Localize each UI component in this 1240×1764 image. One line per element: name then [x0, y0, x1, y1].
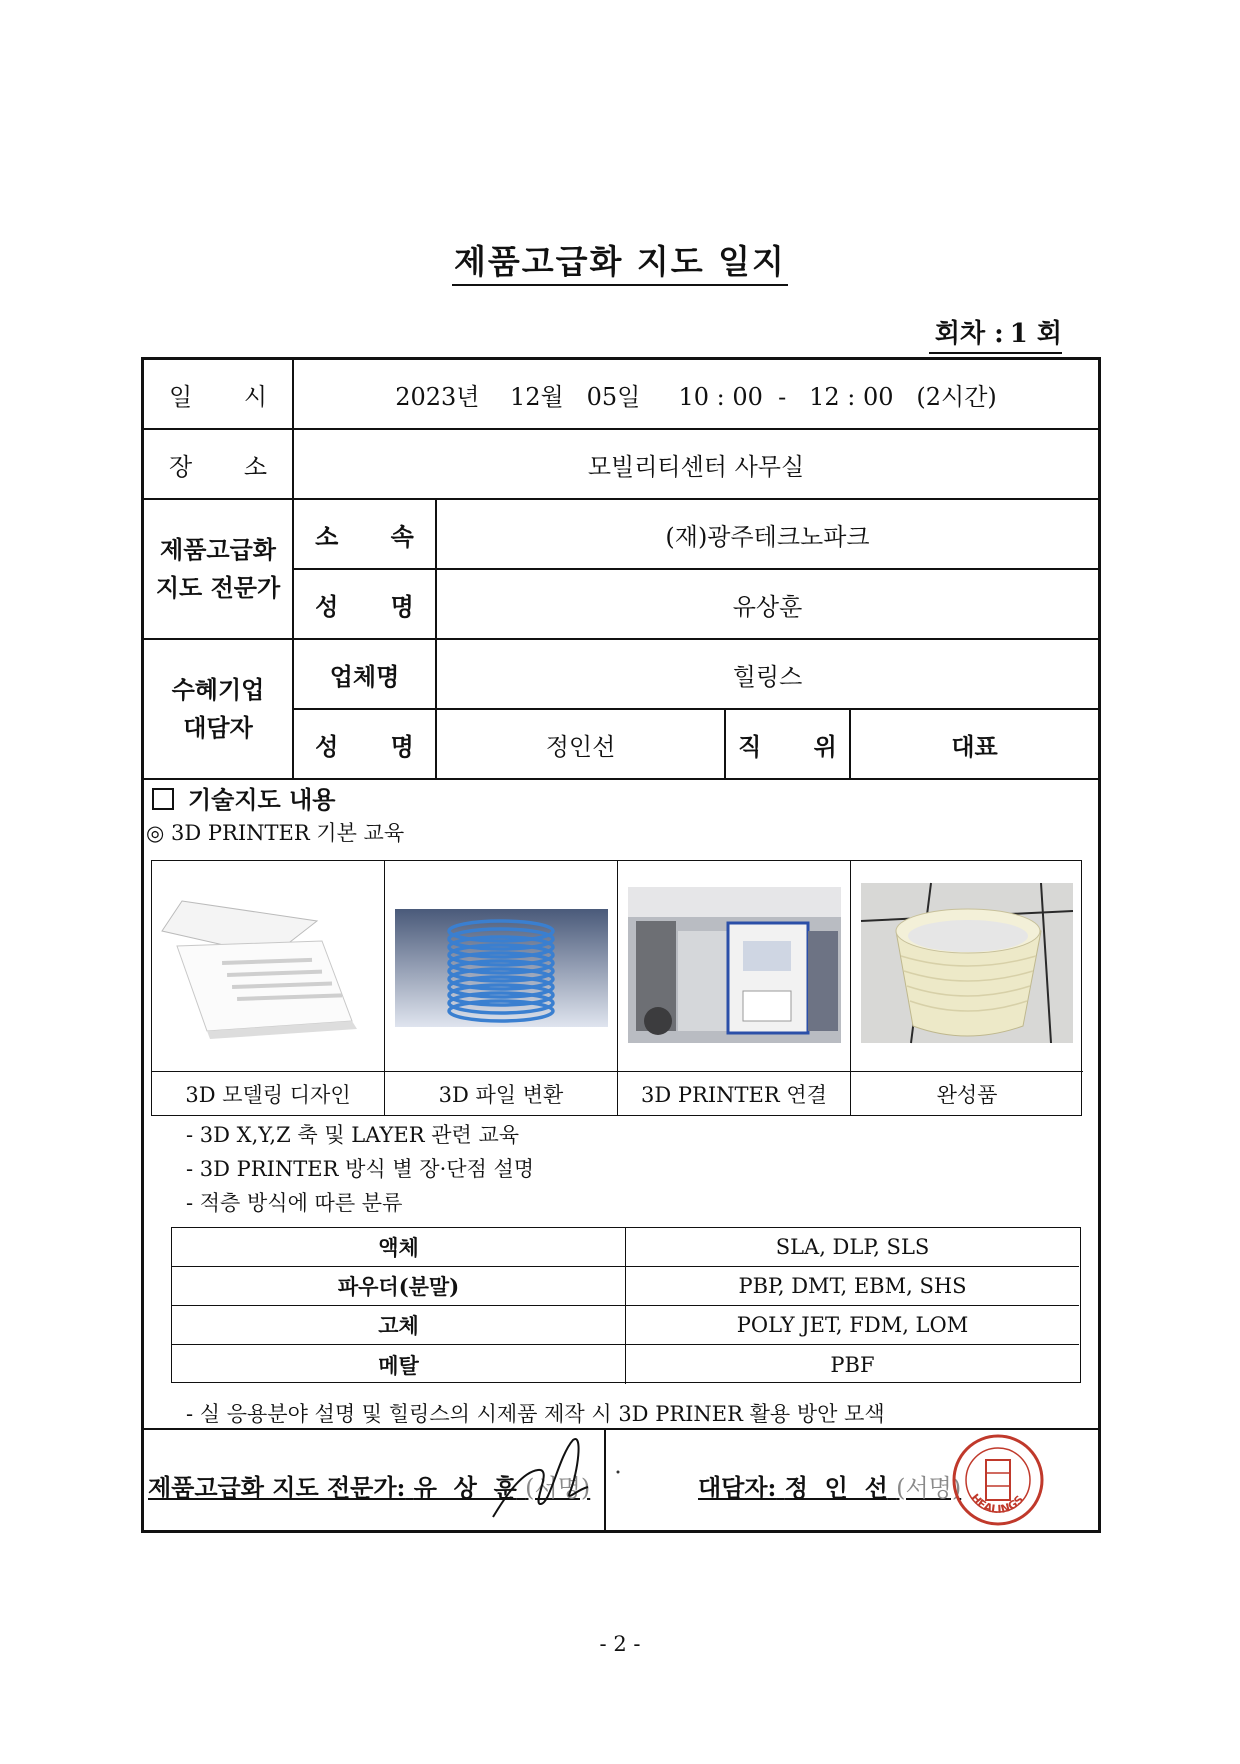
expert-handwritten-signature [478, 1432, 628, 1532]
page-number: - 2 - [599, 1632, 641, 1656]
company-group-label: 수혜기업 대담자 [171, 675, 265, 742]
contact-signature-line: 대담자: 정 인 선 (서명) [698, 1473, 962, 1502]
expert-group-label: 제품고급화 지도 전문가 [155, 535, 281, 602]
caption-printer-connection: 3D PRINTER 연결 [618, 1071, 851, 1115]
expert-signature-line: 제품고급화 지도 전문가: 유 상 훈 (서명) [148, 1473, 591, 1502]
bullet-item: - 3D X,Y,Z 축 및 LAYER 관련 교육 [186, 1123, 520, 1147]
caption-finished-product: 완성품 [851, 1071, 1083, 1115]
company-seal-stamp [950, 1432, 1046, 1528]
expert-name-value: 유상훈 [732, 592, 803, 621]
material-cell: 액체 [172, 1228, 626, 1266]
material-cell: 메탈 [172, 1345, 626, 1384]
document-title: 제품고급화 지도 일지 [0, 236, 1240, 283]
bullet-list [186, 1118, 534, 1220]
contact-sign-mark: (서명) [896, 1474, 962, 1502]
caption-file-conversion: 3D 파일 변환 [385, 1071, 618, 1115]
company-name-value: 힐링스 [732, 662, 803, 691]
bullet-item: - 적층 방식에 따른 분류 [186, 1191, 403, 1215]
coil-file-image [385, 861, 618, 1071]
session-number: 회차 : 1 회 [929, 313, 1062, 354]
checkbox-icon [152, 788, 174, 810]
table-row [172, 1345, 1079, 1384]
printer-machine-image [618, 861, 851, 1071]
methods-cell: PBF [830, 1352, 875, 1377]
expert-affiliation-label: 소 속 [315, 521, 436, 551]
place-label: 장 소 [169, 452, 289, 481]
expert-name-label: 성 명 [315, 591, 436, 621]
company-name-label: 업체명 [329, 661, 400, 691]
material-cell: 고체 [172, 1306, 626, 1344]
section-title: 기술지도 내용 [152, 780, 335, 815]
date-label: 일 시 [169, 382, 289, 411]
expert-affiliation-value: (재)광주테크노파크 [665, 522, 870, 551]
finished-product-image [851, 861, 1083, 1071]
methods-cell: SLA, DLP, SLS [775, 1235, 930, 1259]
position-label: 직 위 [738, 731, 859, 761]
table-row [172, 1267, 1079, 1306]
methods-cell: POLY JET, FDM, LOM [736, 1313, 969, 1337]
expert-sign-mark: (서명) [525, 1474, 591, 1502]
application-note: - 실 응용분야 설명 및 힐링스의 시제품 제작 시 3D PRINER 활용 방안 모색 [186, 1402, 885, 1426]
contact-name-label: 성 명 [315, 731, 436, 761]
place-value: 모빌리티센터 사무실 [587, 452, 805, 481]
date-value: 2023년 12월 05일 10 : 00 - 12 : 00 (2시간) [395, 382, 997, 411]
svg-text:HEALINGS: HEALINGS [968, 1491, 1027, 1517]
methods-cell: PBP, DMT, EBM, SHS [738, 1274, 967, 1298]
position-value: 대표 [951, 731, 998, 761]
bullet-item: - 3D PRINTER 방식 별 장·단점 설명 [186, 1157, 535, 1181]
material-cell: 파우더(분말) [172, 1267, 626, 1305]
method-table [171, 1227, 1081, 1383]
laptop-model-image [152, 861, 385, 1071]
table-row [172, 1306, 1079, 1345]
process-image-table [151, 860, 1082, 1116]
caption-modeling: 3D 모델링 디자인 [152, 1071, 385, 1115]
subsection-title: ◎ 3D PRINTER 기본 교육 [146, 821, 405, 845]
table-row [172, 1228, 1079, 1267]
contact-name-value: 정인선 [545, 732, 616, 761]
